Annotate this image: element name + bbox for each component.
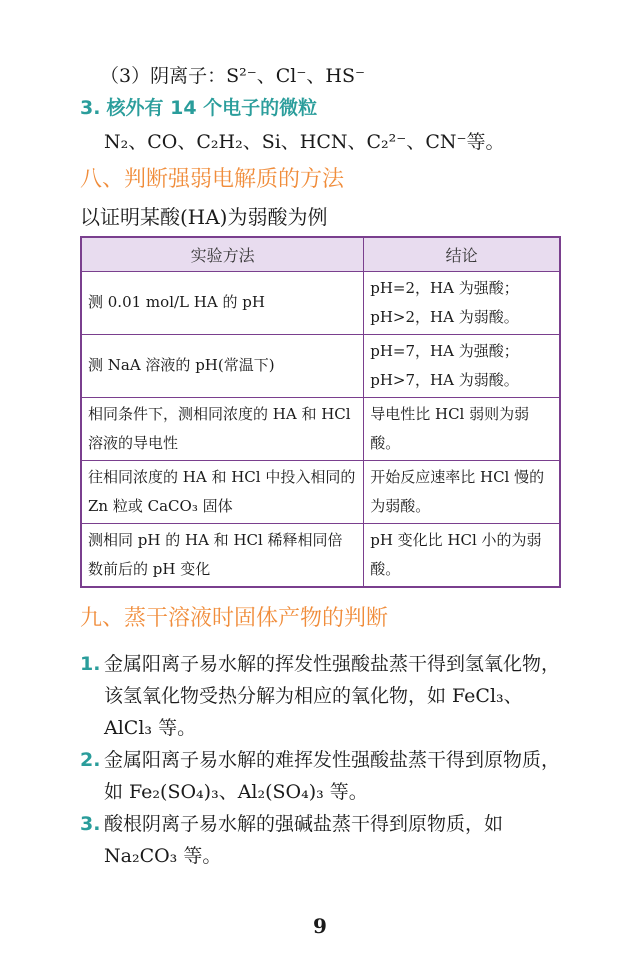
table-cell-method: 往相同浓度的 HA 和 HCl 中投入相同的 Zn 粒或 CaCO₃ 固体: [81, 460, 364, 523]
list-item-number: 2.: [80, 749, 101, 771]
section-8-title: 八、判断强弱电解质的方法: [80, 167, 345, 192]
method-table: [80, 236, 561, 588]
table-cell-conclusion: 导电性比 HCl 弱则为弱酸。: [364, 397, 560, 460]
particles-line: N₂、CO、C₂H₂、Si、HCN、C₂²⁻、CN⁻等。: [104, 131, 505, 153]
anion-line: （3）阴离子：S²⁻、Cl⁻、HS⁻: [100, 65, 366, 87]
table-row: [81, 460, 560, 523]
section-9-title: 九、蒸干溶液时固体产物的判断: [80, 606, 389, 631]
list-item: [80, 744, 570, 808]
header-method: 实验方法: [81, 237, 364, 271]
list-item-number: 3.: [80, 813, 101, 835]
heading-3: [80, 94, 317, 122]
list-item-text: 金属阳离子易水解的挥发性强酸盐蒸干得到氢氧化物，该氢氧化物受热分解为相应的氧化物，如 FeCl₃、AlCl₃ 等。: [104, 653, 561, 739]
table-cell-method: 测相同 pH 的 HA 和 HCl 稀释相同倍数前后的 pH 变化: [81, 523, 364, 587]
table-cell-method: 测 NaA 溶液的 pH(常温下): [81, 334, 364, 397]
table-row: [81, 334, 560, 397]
header-conclusion: 结论: [364, 237, 560, 271]
table-cell-conclusion: pH 变化比 HCl 小的为弱酸。: [364, 523, 560, 587]
table-cell-conclusion: 开始反应速率比 HCl 慢的为弱酸。: [364, 460, 560, 523]
table-cell-conclusion: pH=7，HA 为强酸；pH>7，HA 为弱酸。: [364, 334, 560, 397]
table-header-row: [81, 237, 560, 271]
list-item: [80, 808, 570, 872]
list-item-text: 酸根阴离子易水解的强碱盐蒸干得到原物质，如 Na₂CO₃ 等。: [104, 813, 504, 867]
table-row: [81, 523, 560, 587]
section-8-subtitle: 以证明某酸(HA)为弱酸为例: [80, 205, 328, 229]
table-cell-conclusion: pH=2，HA 为强酸；pH>2，HA 为弱酸。: [364, 271, 560, 334]
table-row: [81, 397, 560, 460]
table-cell-method: 测 0.01 mol/L HA 的 pH: [81, 271, 364, 334]
page-number: 9: [313, 914, 327, 938]
heading-3-text: 核外有 14 个电子的微粒: [106, 97, 318, 119]
list-item: [80, 648, 570, 744]
table-cell-method: 相同条件下，测相同浓度的 HA 和 HCl 溶液的导电性: [81, 397, 364, 460]
heading-3-number: 3.: [80, 97, 101, 119]
list-item-number: 1.: [80, 653, 101, 675]
table-row: [81, 271, 560, 334]
list-item-text: 金属阳离子易水解的难挥发性强酸盐蒸干得到原物质，如 Fe₂(SO₄)₃、Al₂(SO₄)₃ 等。: [104, 749, 561, 803]
